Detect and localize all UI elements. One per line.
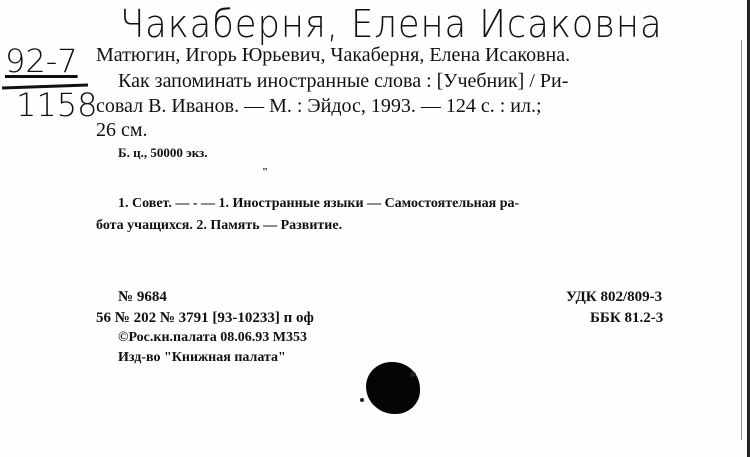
subject-line-2: бота учащихся. 2. Память — Развитие. — [96, 218, 343, 233]
card-heading: Матюгин, Игорь Юрьевич, Чакаберня, Елена Исаковна. — [96, 44, 571, 66]
handwritten-author-name: Чакаберня, Елена Исаковна — [120, 2, 663, 46]
publisher-line: Изд-во "Книжная палата" — [118, 350, 286, 365]
title-line-1: Как запоминать иностранные слова : [Учебник] / Ри- — [118, 70, 569, 92]
print-codes: 56 № 202 № 3791 [93-10233] п оф — [96, 310, 314, 326]
punch-hole — [366, 362, 420, 414]
handwritten-call-number-top: 92-7 — [5, 42, 78, 80]
registration-number: № 9684 — [118, 289, 167, 305]
card-edge-shadow — [741, 40, 742, 440]
ink-speck — [360, 398, 364, 402]
copyright-line: ©Рос.кн.палата 08.06.93 М353 — [118, 330, 307, 345]
subject-line-1: 1. Совет. — - — 1. Иностранные языки — Самостоятельная ра- — [118, 196, 520, 211]
title-line-3: 26 см. — [96, 119, 148, 141]
title-line-2: совал В. Иванов. — М. : Эйдос, 1993. — 124 с. : ил.; — [96, 95, 542, 117]
udk-code: УДК 802/809-3 — [566, 289, 663, 305]
ink-speck — [410, 372, 416, 377]
print-run: Б. ц., 50000 экз. — [118, 145, 208, 160]
handwritten-call-number-bottom: 1158 — [16, 86, 98, 124]
bbk-code: ББК 81.2-3 — [590, 310, 664, 326]
stray-mark: " — [262, 166, 269, 178]
